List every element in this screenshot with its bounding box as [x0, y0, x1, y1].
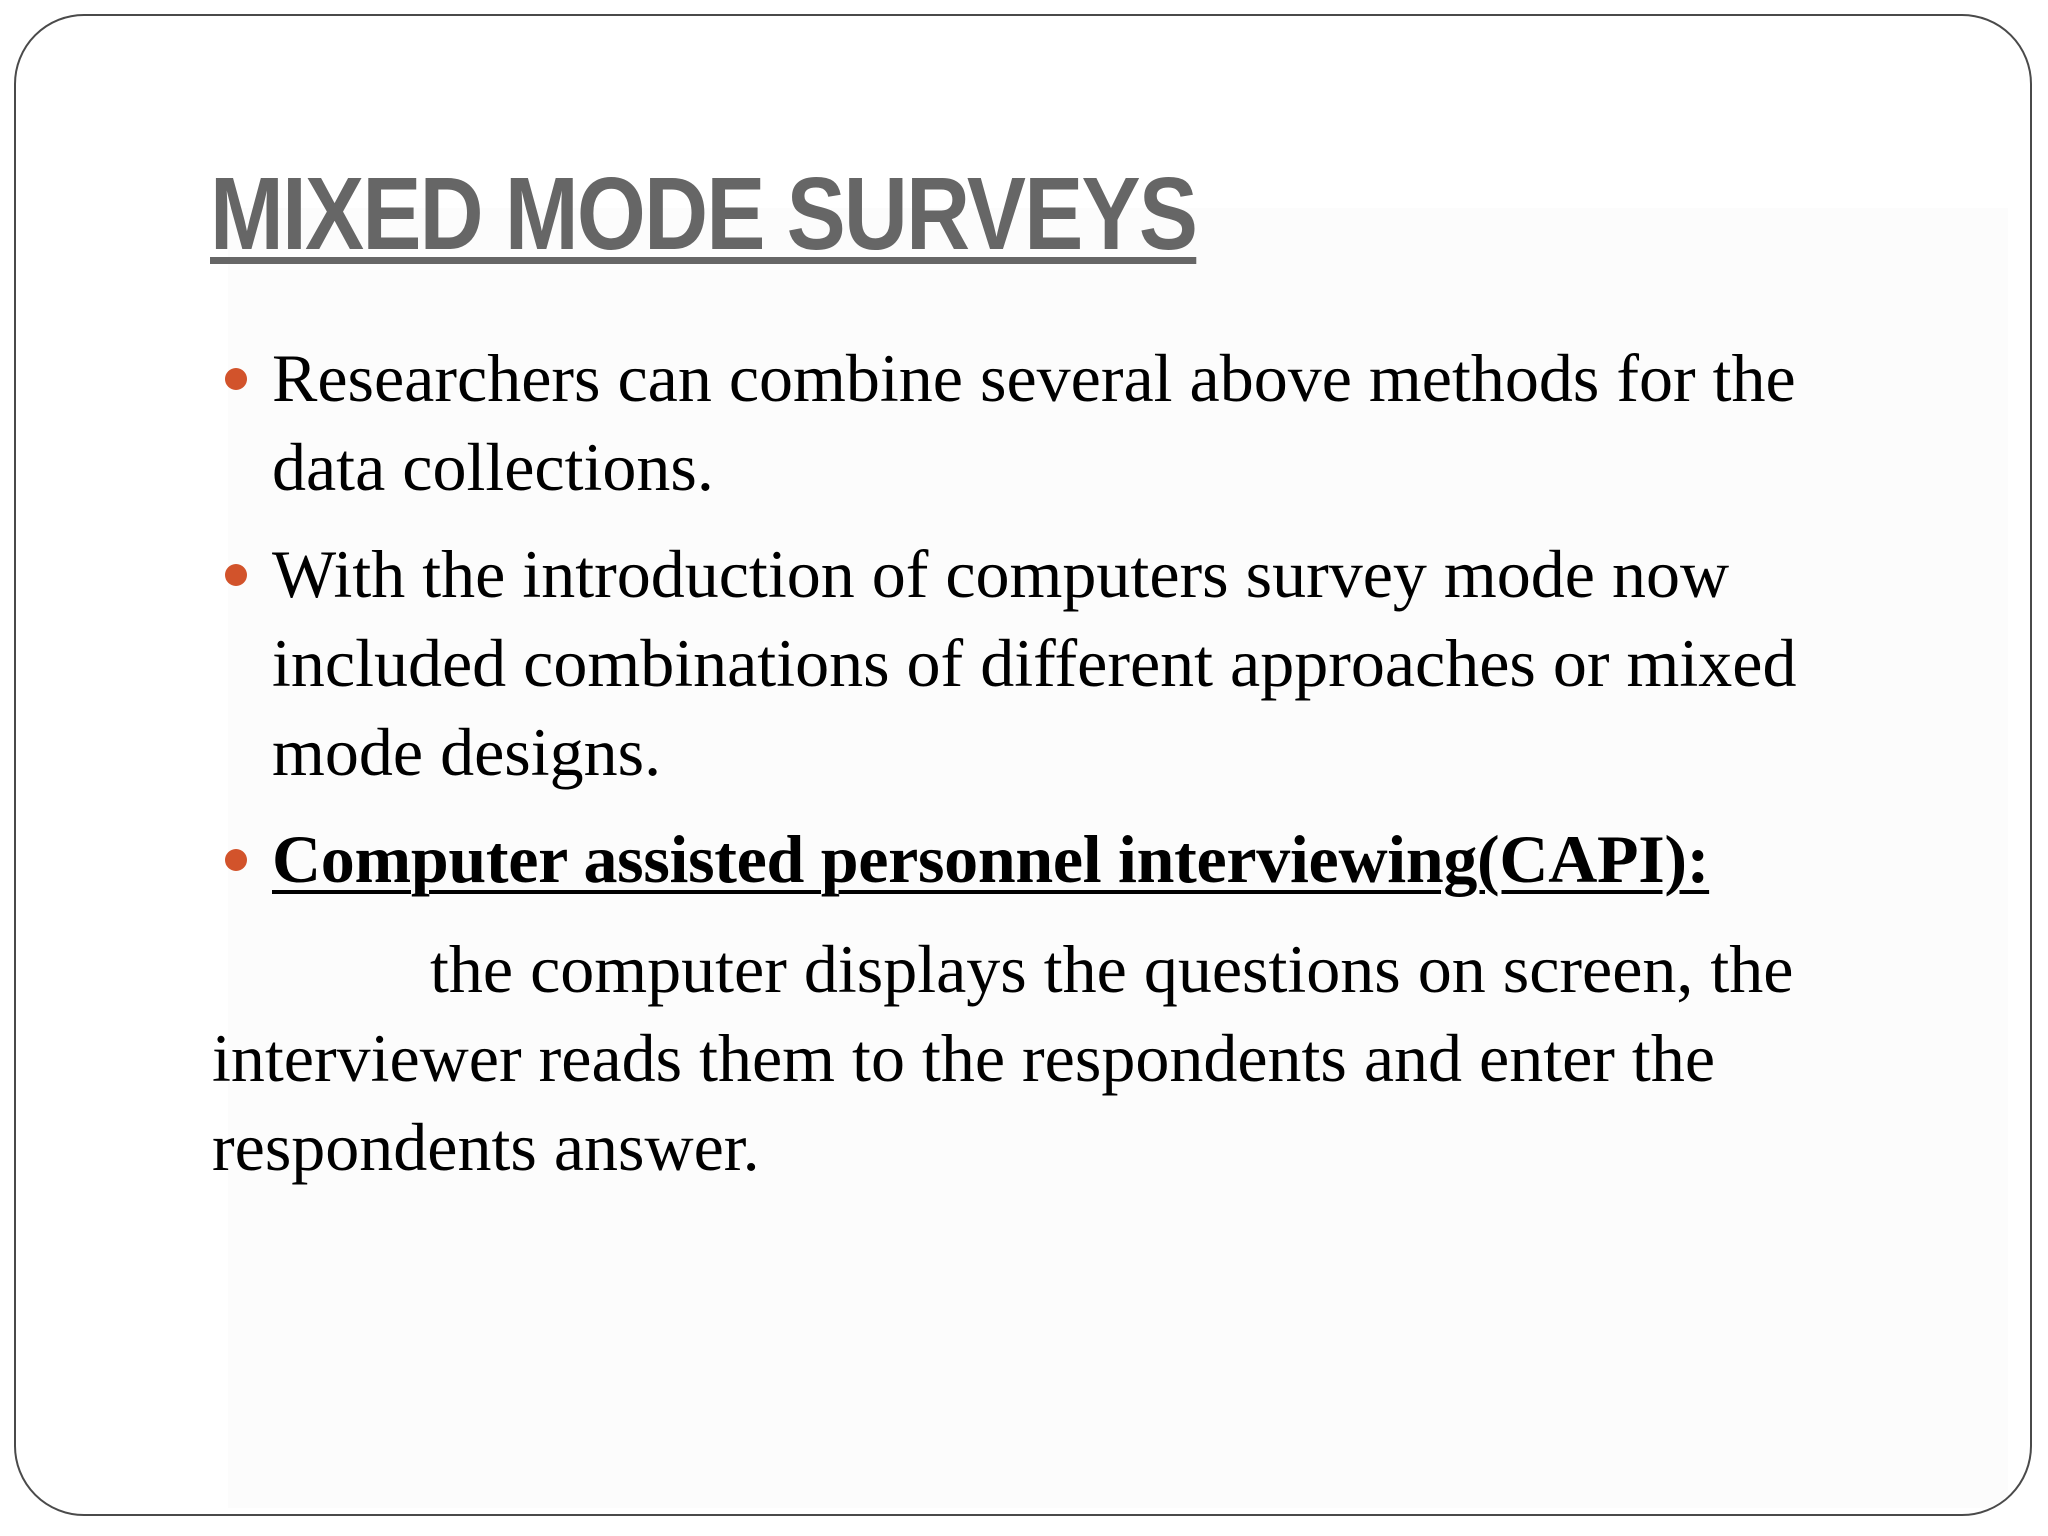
bullet-dot-icon	[225, 368, 247, 390]
capi-description: the computer displays the questions on screen, the interviewer reads them to the respondents and enter the respondents answer.	[212, 931, 1794, 1185]
bullet-text: Researchers can combine several above methods for the data collections.	[272, 340, 1796, 505]
bullet-item	[272, 815, 1922, 904]
capi-heading: Computer assisted personnel interviewing(CAPI):	[272, 821, 1710, 897]
bullet-item	[272, 334, 1922, 512]
bullet-dot-icon	[225, 849, 247, 871]
slide-title: MIXED MODE SURVEYS	[210, 156, 1197, 271]
bullet-dot-icon	[225, 564, 247, 586]
bullet-text: With the introduction of computers survey mode now included combinations of different approaches or mixed mode designs.	[272, 536, 1797, 790]
bullet-item	[272, 530, 1922, 797]
